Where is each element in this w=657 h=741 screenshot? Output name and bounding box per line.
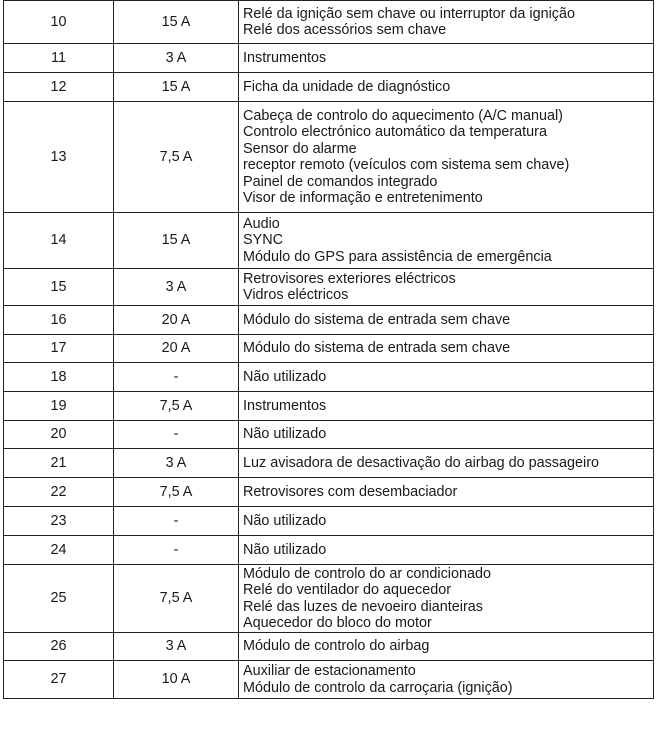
circuit-description [239, 335, 654, 363]
fuse-rating: 7,5 A [114, 565, 239, 633]
table-row [4, 269, 654, 306]
fuse-number: 23 [4, 507, 114, 536]
circuit-description [239, 661, 654, 699]
circuit-description [239, 449, 654, 478]
circuit-line: Relé das luzes de nevoeiro dianteiras [243, 598, 483, 615]
circuit-line: Sensor do alarme [243, 140, 357, 157]
circuit-line: Não utilizado [243, 512, 327, 529]
circuit-line: Módulo de controlo do ar condicionado [243, 565, 492, 582]
circuit-description [239, 633, 654, 661]
circuit-line: Ficha da unidade de diagnóstico [243, 78, 451, 95]
circuit-line: Não utilizado [243, 541, 327, 558]
table-row [4, 363, 654, 392]
fuse-rating: 15 A [114, 213, 239, 269]
circuit-line: receptor remoto (veículos com sistema sem chave) [243, 157, 570, 173]
circuit-line: Módulo do GPS para assistência de emergência [243, 248, 552, 265]
table-row [4, 306, 654, 335]
circuit-line: Módulo do sistema de entrada sem chave [243, 340, 511, 357]
circuit-line: Módulo de controlo da carroçaria (ignição) [243, 679, 513, 696]
fuse-number: 10 [4, 1, 114, 44]
fuse-rating: - [114, 421, 239, 449]
fuse-number: 11 [4, 44, 114, 73]
fuse-number: 14 [4, 213, 114, 269]
circuit-description [239, 213, 654, 269]
circuit-description [239, 306, 654, 335]
fuse-rating: - [114, 536, 239, 565]
circuit-description [239, 392, 654, 421]
fuse-rating: 20 A [114, 335, 239, 363]
table-row [4, 507, 654, 536]
circuit-line: Relé da ignição sem chave ou interruptor da ignição [243, 5, 575, 22]
fuse-number: 18 [4, 363, 114, 392]
fuse-rating: - [114, 363, 239, 392]
circuit-line: Controlo electrónico automático da temperatura [243, 124, 547, 140]
circuit-line: Relé dos acessórios sem chave [243, 22, 447, 38]
circuit-line: Módulo de controlo do airbag [243, 638, 430, 655]
circuit-line: Cabeça de controlo do aquecimento (A/C manual) [243, 107, 563, 124]
circuit-line: Vidros eléctricos [243, 287, 349, 303]
circuit-line: Instrumentos [243, 49, 327, 66]
fuse-rating: 3 A [114, 449, 239, 478]
fuse-number: 17 [4, 335, 114, 363]
fuse-rating: 20 A [114, 306, 239, 335]
circuit-line: Retrovisores exteriores eléctricos [243, 270, 456, 287]
circuit-line: Relé do ventilador do aquecedor [243, 582, 452, 598]
fuse-rating: 3 A [114, 633, 239, 661]
fuse-number: 15 [4, 269, 114, 306]
circuit-line: Aquecedor do bloco do motor [243, 615, 432, 631]
fuse-number: 19 [4, 392, 114, 421]
circuit-line: Não utilizado [243, 368, 327, 385]
circuit-description [239, 102, 654, 213]
circuit-description [239, 363, 654, 392]
circuit-description [239, 478, 654, 507]
circuit-description [239, 565, 654, 633]
table-row [4, 102, 654, 213]
fuse-table-body [4, 1, 654, 699]
circuit-description [239, 421, 654, 449]
circuit-line: Auxiliar de estacionamento [243, 663, 416, 679]
table-row [4, 633, 654, 661]
circuit-description [239, 44, 654, 73]
fuse-rating: 15 A [114, 73, 239, 102]
fuse-rating: 3 A [114, 44, 239, 73]
circuit-line: Não utilizado [243, 426, 327, 443]
fuse-number: 24 [4, 536, 114, 565]
fuse-number: 27 [4, 661, 114, 699]
circuit-description [239, 507, 654, 536]
fuse-rating: 10 A [114, 661, 239, 699]
table-row [4, 449, 654, 478]
table-row [4, 73, 654, 102]
table-row [4, 478, 654, 507]
circuit-description [239, 73, 654, 102]
fuse-number: 20 [4, 421, 114, 449]
table-row [4, 565, 654, 633]
circuit-description [239, 1, 654, 44]
table-row [4, 1, 654, 44]
table-row [4, 392, 654, 421]
fuse-number: 21 [4, 449, 114, 478]
fuse-rating: 7,5 A [114, 392, 239, 421]
fuse-table [3, 0, 654, 699]
table-row [4, 421, 654, 449]
circuit-description [239, 269, 654, 306]
fuse-number: 13 [4, 102, 114, 213]
fuse-rating: 7,5 A [114, 478, 239, 507]
fuse-number: 16 [4, 306, 114, 335]
circuit-line: Retrovisores com desembaciador [243, 483, 458, 500]
fuse-rating: - [114, 507, 239, 536]
circuit-description [239, 536, 654, 565]
table-row [4, 536, 654, 565]
table-row [4, 661, 654, 699]
circuit-line: Luz avisadora de desactivação do airbag do passageiro [243, 454, 600, 471]
circuit-line: Visor de informação e entretenimento [243, 190, 483, 206]
fuse-number: 22 [4, 478, 114, 507]
circuit-line: Audio [243, 215, 280, 232]
fuse-number: 26 [4, 633, 114, 661]
table-row [4, 44, 654, 73]
fuse-number: 12 [4, 73, 114, 102]
circuit-line: SYNC [243, 232, 283, 249]
table-row [4, 213, 654, 269]
fuse-rating: 3 A [114, 269, 239, 306]
circuit-line: Instrumentos [243, 397, 327, 414]
table-row [4, 335, 654, 363]
fuse-rating: 15 A [114, 1, 239, 44]
fuse-number: 25 [4, 565, 114, 633]
fuse-rating: 7,5 A [114, 102, 239, 213]
circuit-line: Painel de comandos integrado [243, 173, 438, 190]
circuit-line: Módulo do sistema de entrada sem chave [243, 311, 511, 328]
